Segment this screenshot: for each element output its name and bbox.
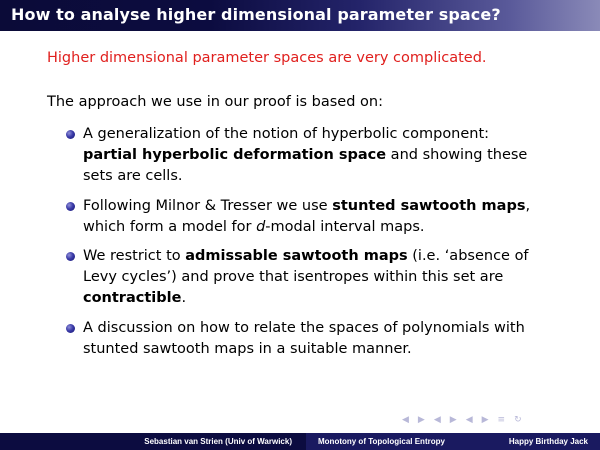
footer-talk: Monotony of Topological Entropy <box>318 437 445 446</box>
nav-subsection-icon[interactable]: ◀ <box>465 415 473 425</box>
item-italic-text: d <box>256 219 266 235</box>
item-text: and showing these <box>386 147 528 163</box>
item-line <box>83 288 588 309</box>
frame-title-bar <box>0 0 600 31</box>
item-line <box>83 166 588 187</box>
item-bold-text: admissable sawtooth maps <box>185 248 408 264</box>
footer-author-segment <box>0 433 306 450</box>
list-item <box>83 196 588 238</box>
footer-talk-segment <box>306 433 600 450</box>
item-line <box>83 145 588 166</box>
item-bold-text: partial hyperbolic deformation space <box>83 147 387 163</box>
item-line <box>83 124 588 145</box>
nav-prev-icon[interactable]: ▶ <box>417 415 425 425</box>
nav-section-prev-icon[interactable]: ◀ <box>433 415 441 425</box>
footer-author: Sebastian van Strien (Univ of Warwick) <box>144 437 292 446</box>
frame-title: How to analyse higher dimensional parameter space? <box>11 5 501 24</box>
item-text: Levy cycles’) and prove that isentropes within this set are <box>83 269 504 285</box>
nav-subsection-next-icon[interactable]: ▶ <box>481 415 489 425</box>
item-bold-text: contractible <box>83 290 182 306</box>
nav-align-icon[interactable]: ≡ <box>497 415 506 425</box>
intro-text: The approach we use in our proof is based on: <box>47 94 383 110</box>
item-text: , <box>525 198 531 214</box>
list-item <box>83 318 588 360</box>
list-item <box>83 246 588 309</box>
nav-search-icon[interactable]: ↻ <box>514 415 522 425</box>
item-bold-text: stunted sawtooth maps <box>332 198 526 214</box>
item-line <box>83 196 588 217</box>
item-line <box>83 339 588 360</box>
item-text: We restrict to <box>83 248 186 264</box>
item-text: A discussion on how to relate the spaces of polynomials with <box>83 320 525 336</box>
footer-bar <box>0 433 600 450</box>
nav-first-icon[interactable]: ◀ <box>402 415 409 425</box>
nav-section-next-icon[interactable]: ▶ <box>449 415 457 425</box>
item-line <box>83 217 588 238</box>
bullet-icon <box>66 130 75 139</box>
item-text: sets are cells. <box>83 168 183 184</box>
bullet-icon <box>66 252 75 261</box>
item-text: A generalization of the notion of hyperbolic component: <box>83 126 490 142</box>
item-text: -modal interval maps. <box>265 219 425 235</box>
item-line <box>83 318 588 339</box>
item-text: stunted sawtooth maps in a suitable manner. <box>83 341 412 357</box>
bullet-icon <box>66 324 75 333</box>
beamer-navigation <box>402 414 522 426</box>
bullet-icon <box>66 202 75 211</box>
item-text: . <box>181 290 187 306</box>
item-text: which form a model for <box>83 219 257 235</box>
alert-text: Higher dimensional parameter spaces are very complicated. <box>47 50 487 66</box>
item-text: (i.e. ‘absence of <box>407 248 529 264</box>
item-line <box>83 267 588 288</box>
item-line <box>83 246 588 267</box>
item-text: Following Milnor & Tresser we use <box>83 198 333 214</box>
footer-event: Happy Birthday Jack <box>508 437 588 446</box>
list-item <box>83 124 588 187</box>
